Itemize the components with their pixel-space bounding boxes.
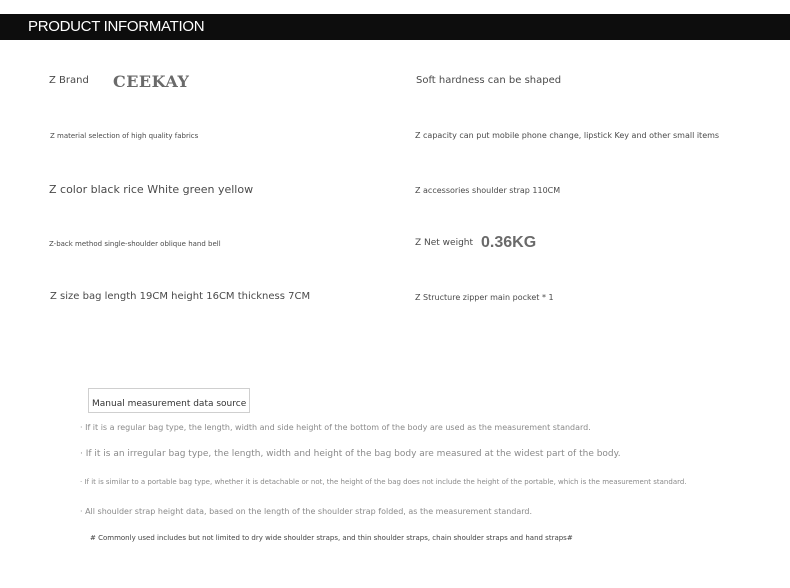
hardness-spec: Soft hardness can be shaped (416, 75, 562, 86)
measurement-note: # Commonly used includes but not limited to dry wide shoulder straps, and thin shoulder straps, chain shoulder straps and hand straps# (90, 534, 573, 542)
structure-spec: Z Structure zipper main pocket * 1 (415, 293, 554, 302)
brand-value: CEEKAY (113, 72, 190, 91)
section-header (0, 14, 790, 40)
measurement-title: Manual measurement data source (92, 399, 247, 409)
brand-label: Z Brand (49, 75, 89, 86)
measurement-note: · If it is a regular bag type, the length, width and side height of the bottom of the body are used as the measurement standard. (80, 423, 591, 432)
measurement-note: · All shoulder strap height data, based on the length of the shoulder strap folded, as the measurement standard. (80, 507, 533, 516)
color-spec: Z color black rice White green yellow (49, 183, 254, 196)
size-spec: Z size bag length 19CM height 16CM thickness 7CM (50, 291, 311, 302)
back-method-spec: Z-back method single-shoulder oblique hand bell (49, 240, 221, 248)
measurement-title-box (88, 388, 250, 413)
accessories-spec: Z accessories shoulder strap 110CM (415, 186, 561, 195)
net-weight-label: Z Net weight (415, 238, 474, 248)
measurement-note: · If it is an irregular bag type, the length, width and height of the bag body are measured at the widest part of the body. (80, 449, 621, 459)
material-spec: Z material selection of high quality fabrics (50, 132, 199, 140)
measurement-note: · If it is similar to a portable bag type, whether it is detachable or not, the height of the bag does not include the height of the portable, which is the measurement standard. (80, 478, 687, 486)
capacity-spec: Z capacity can put mobile phone change, lipstick Key and other small items (415, 131, 720, 140)
section-title: PRODUCT INFORMATION (28, 18, 205, 35)
net-weight-value: 0.36KG (481, 234, 537, 251)
